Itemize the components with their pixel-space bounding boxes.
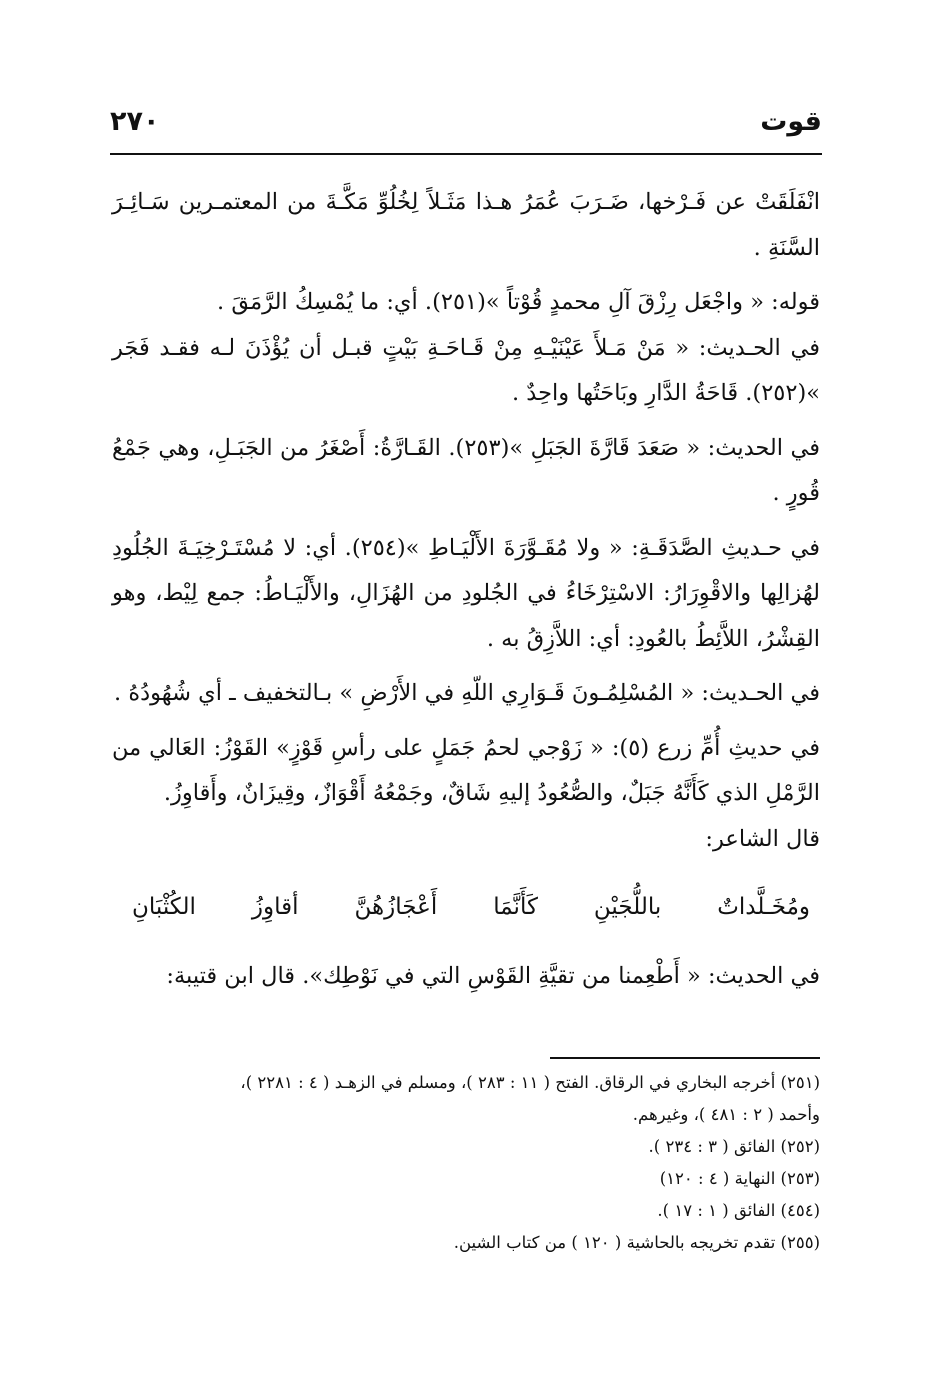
footnote-rule xyxy=(550,1057,820,1059)
verse-word: الكُثْبَانِ xyxy=(132,894,196,920)
poetry-verse xyxy=(132,884,810,930)
paragraph-6: في الحـديث: « المُسْلِمُـونَ قَـوَارِي اللّهِ في الأَرْضِ » بـالتخفيف ـ أي شُهُودُهُ . xyxy=(114,680,820,706)
paragraph-3: في الحـديث: « مَنْ مَـلأَ عَيْنَيْـهِ مِنْ قَـاحَـةِ بَيْتٍ قبـل أن يُؤْذَنَ لـه فقـد فَجَر »(٢٥٢). قَاحَةُ الدَّارِ وبَاحَتُها واحِدٌ . xyxy=(112,334,820,406)
paragraph-after-verse: في الحديث: « أَطْعِمنا من تقيَّةِ القَوْسِ التي في نَوْطِك». قال ابن قتيبة: xyxy=(166,963,820,989)
verse-word: ومُخَـلَّداتٌ xyxy=(717,894,810,920)
footnote-253: (٢٥٣) النهاية ( ٤ : ١٢٠) xyxy=(659,1169,820,1188)
verse-word: أقاوِزُ xyxy=(251,894,299,920)
poet-intro: قال الشاعر: xyxy=(705,825,820,852)
page-header xyxy=(110,96,822,146)
running-title: قوت xyxy=(760,105,822,137)
verse-word: كَأَنَّمَا xyxy=(493,894,538,920)
footnote-254: (٤٥٤) الفائق ( ١ : ١٧ ). xyxy=(657,1201,820,1220)
verse-word: باللُّجَيْنِ xyxy=(593,894,662,920)
footnotes xyxy=(112,1067,820,1259)
footnote-251: (٢٥١) أخرجه البخاري في الرقاق. الفتح ( ١١ : ٢٨٣ )، ومسلم في الزهـد ( ٤ : ٢٢٨١ )، xyxy=(240,1073,820,1092)
paragraph-7: في حديثِ أُمِّ زرع (٥): « زَوْجي لحمُ جَمَلٍ على رأسِ قَوْزٍ» القَوْزُ: العَالي من الرَّمْلِ الذي كَأَنَّهُ جَبَلٌ، والصُّعُودُ إليهِ شَاقٌ، وجَمْعُهُ أَقْوَازٌ، وقِيزَانٌ، وأَقاوِزُ. xyxy=(112,734,821,806)
page-number: ٢٧٠ xyxy=(110,105,160,137)
paragraph-1: انْفَلَقَتْ عن فَـرْخها، ضَـرَبَ عُمَرُ هـذا مَثَـلاً لِخُلُوِّ مَكَّـةَ من المعتمـرين سَـائِـرَ السَّنَةِ . xyxy=(112,189,820,261)
paragraph-2: قوله: « واجْعَل رِزْقَ آلِ محمدٍ قُوْتاً »(٢٥١). أي: ما يُمْسِكُ الرَّمَقَ . xyxy=(217,289,820,315)
paragraph-4: في الحديث: « صَعَدَ قَارَّةَ الجَبَلِ »(٢٥٣). القَـارَّةُ: أَصْغَرُ من الجَبَـلِ، وهي جَمْعُ قُورٍ . xyxy=(112,434,820,506)
footnote-251-continued: وأحمد ( ٢ : ٤٨١ )، وغيرهم. xyxy=(632,1105,820,1124)
main-text xyxy=(112,180,820,1009)
footnote-252: (٢٥٢) الفائق ( ٣ : ٢٣٤ ). xyxy=(648,1137,820,1156)
paragraph-5: في حـديثِ الصَّدَقَـةِ: « ولا مُقَـوَّرَةَ الأَلْيَـاطِ »(٢٥٤). أي: لا مُسْتَـرْخِيَـةَ الجُلُودِ لهُزالِها والاقْوِرَارُ: الاسْتِرْخَاءُ في الجُلودِ من الهُزَالِ، والأَلْيَـاطُ: جمع لِيْط، وهو القِشْرُ، اللاَّئِطُ بالعُودِ: أي: اللاَّزِقُ به . xyxy=(112,534,820,652)
header-rule xyxy=(110,153,822,155)
verse-word: أَعْجَازُهُنَّ xyxy=(354,894,438,920)
footnote-255: (٢٥٥) تقدم تخريجه بالحاشية ( ١٢٠ ) من كتاب الشين. xyxy=(453,1233,820,1252)
